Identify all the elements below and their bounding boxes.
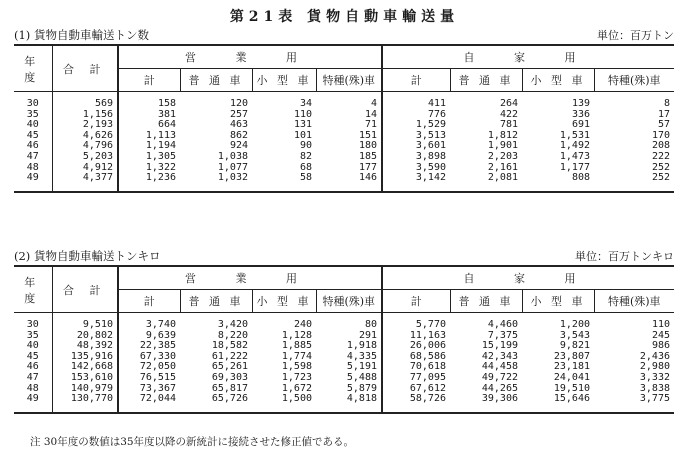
cell-p_total: 26,006 [382, 341, 450, 352]
cell-c_total: 73,367 [118, 384, 180, 395]
cell-c_small: 131 [293, 119, 312, 131]
cell-total: 140,979 [52, 384, 118, 395]
cell-c_small: 1,723 [281, 371, 312, 383]
cell-c_spec: 177 [358, 161, 377, 173]
col-private-small: 小 型 車 [522, 290, 594, 313]
cell-p_spec: 3,838 [639, 382, 670, 394]
cell-year: 46 [26, 140, 39, 152]
cell-p_ord: 4,460 [487, 319, 518, 330]
section1-table [14, 44, 674, 193]
col-commercial-ordinary: 普 通 車 [180, 290, 252, 313]
cell-p_spec: 8 [663, 98, 670, 109]
section1-header [14, 27, 674, 43]
cell-p_small: 1,200 [559, 319, 590, 330]
cell-p_small: 3,543 [559, 329, 590, 341]
cell-p_spec: 17 [657, 108, 670, 120]
cell-c_total: 664 [118, 120, 180, 131]
col-private-special: 特種(殊)車 [594, 69, 674, 92]
cell-c_small: 1,672 [281, 382, 312, 394]
cell-c_ord: 65,261 [211, 361, 248, 373]
cell-c_ord: 924 [229, 140, 248, 152]
cell-year: 48 [26, 161, 39, 173]
cell-p_small: 1,473 [559, 150, 590, 162]
table-row [14, 320, 674, 331]
cell-c_ord: 120 [229, 98, 248, 109]
cell-c_ord: 3,420 [217, 319, 248, 330]
cell-p_ord: 44,265 [481, 382, 518, 394]
cell-year: 40 [26, 340, 39, 352]
cell-c_small: 90 [299, 140, 312, 152]
cell-c_spec: 4 [370, 98, 377, 109]
cell-c_total: 1,322 [118, 163, 180, 174]
cell-year: 49 [26, 172, 39, 184]
col-commercial-small: 小 型 車 [252, 290, 316, 313]
cell-p_total: 68,586 [382, 352, 450, 363]
cell-c_ord: 1,032 [217, 172, 248, 184]
section2-table [14, 265, 674, 414]
cell-p_small: 19,510 [553, 382, 590, 394]
cell-p_ord: 422 [499, 108, 518, 120]
cell-p_spec: 3,775 [639, 393, 670, 405]
cell-p_ord: 44,458 [481, 361, 518, 373]
cell-p_spec: 252 [651, 161, 670, 173]
cell-year: 48 [26, 382, 39, 394]
section1-unit: 単位：百万トン [597, 29, 674, 42]
cell-total: 135,916 [52, 352, 118, 363]
section2-unit: 単位：百万トンキロ [575, 250, 674, 263]
cell-p_total: 3,142 [382, 173, 450, 184]
cell-c_total: 1,236 [118, 173, 180, 184]
col-commercial-special: 特種(殊)車 [316, 290, 382, 313]
cell-p_small: 23,181 [553, 361, 590, 373]
cell-year: 49 [26, 393, 39, 405]
cell-p_spec: 252 [651, 172, 670, 184]
col-private-ordinary: 普 通 車 [450, 290, 522, 313]
cell-p_ord: 1,812 [487, 129, 518, 141]
cell-total: 4,626 [52, 131, 118, 142]
cell-c_ord: 65,726 [211, 393, 248, 405]
cell-p_spec: 110 [651, 319, 670, 330]
section2-label: (2) 貨物自動車輸送トンキロ [14, 249, 161, 263]
cell-c_spec: 71 [364, 119, 377, 131]
cell-c_spec: 291 [358, 329, 377, 341]
cell-p_spec: 170 [651, 129, 670, 141]
cell-c_total: 3,740 [118, 320, 180, 331]
cell-p_spec: 57 [657, 119, 670, 131]
cell-c_spec: 14 [364, 108, 377, 120]
cell-total: 130,770 [52, 394, 118, 405]
col-year: 年 度 [14, 45, 52, 92]
cell-p_total: 3,601 [382, 141, 450, 152]
cell-p_ord: 1,901 [487, 140, 518, 152]
cell-c_total: 381 [118, 110, 180, 121]
cell-c_small: 240 [293, 319, 312, 330]
cell-year: 35 [26, 329, 39, 341]
cell-c_total: 72,044 [118, 394, 180, 405]
col-private-total: 計 [382, 69, 450, 92]
cell-p_total: 3,513 [382, 131, 450, 142]
cell-p_ord: 15,199 [481, 340, 518, 352]
cell-total: 153,610 [52, 373, 118, 384]
cell-c_spec: 5,191 [346, 361, 377, 373]
cell-c_ord: 1,038 [217, 150, 248, 162]
cell-c_small: 1,128 [281, 329, 312, 341]
col-total: 合 計 [52, 266, 118, 313]
cell-p_total: 77,095 [382, 373, 450, 384]
col-private-special: 特種(殊)車 [594, 290, 674, 313]
col-private-small: 小 型 車 [522, 69, 594, 92]
cell-year: 35 [26, 108, 39, 120]
cell-total: 4,912 [52, 163, 118, 174]
cell-c_small: 82 [299, 150, 312, 162]
cell-p_spec: 2,980 [639, 361, 670, 373]
cell-c_spec: 4,335 [346, 350, 377, 362]
cell-p_ord: 2,203 [487, 150, 518, 162]
col-commercial-special: 特種(殊)車 [316, 69, 382, 92]
cell-p_small: 1,177 [559, 161, 590, 173]
table-row [14, 99, 674, 110]
cell-total: 2,193 [52, 120, 118, 131]
cell-p_total: 67,612 [382, 384, 450, 395]
cell-total: 48,392 [52, 341, 118, 352]
cell-total: 4,796 [52, 141, 118, 152]
cell-total: 142,668 [52, 362, 118, 373]
table-row [14, 173, 674, 184]
cell-p_total: 70,618 [382, 362, 450, 373]
col-commercial: 営 業 用 [118, 266, 382, 290]
cell-year: 47 [26, 150, 39, 162]
table-row [14, 152, 674, 163]
cell-c_spec: 185 [358, 150, 377, 162]
page-title: 第21表 貨物自動車輸送量 [229, 9, 460, 25]
cell-c_small: 101 [293, 129, 312, 141]
cell-c_spec: 4,818 [346, 393, 377, 405]
cell-c_small: 110 [293, 108, 312, 120]
cell-c_small: 68 [299, 161, 312, 173]
cell-p_small: 24,041 [553, 371, 590, 383]
cell-p_ord: 2,081 [487, 172, 518, 184]
cell-c_small: 58 [299, 172, 312, 184]
cell-total: 569 [52, 99, 118, 110]
cell-c_spec: 5,879 [346, 382, 377, 394]
cell-p_small: 808 [571, 172, 590, 184]
cell-p_ord: 49,722 [481, 371, 518, 383]
cell-p_small: 139 [571, 98, 590, 109]
cell-p_small: 23,807 [553, 350, 590, 362]
col-private-ordinary: 普 通 車 [450, 69, 522, 92]
cell-total: 4,377 [52, 173, 118, 184]
cell-p_spec: 208 [651, 140, 670, 152]
cell-c_spec: 80 [364, 319, 377, 330]
cell-p_total: 776 [382, 110, 450, 121]
cell-c_total: 67,330 [118, 352, 180, 363]
cell-c_total: 76,515 [118, 373, 180, 384]
cell-p_spec: 986 [651, 340, 670, 352]
col-private-total: 計 [382, 290, 450, 313]
cell-year: 40 [26, 119, 39, 131]
cell-year: 45 [26, 129, 39, 141]
cell-c_spec: 1,918 [346, 340, 377, 352]
cell-c_ord: 69,303 [211, 371, 248, 383]
col-private: 自 家 用 [382, 45, 674, 69]
cell-p_ord: 42,343 [481, 350, 518, 362]
cell-year: 47 [26, 371, 39, 383]
cell-c_spec: 151 [358, 129, 377, 141]
section2-header [14, 248, 674, 264]
cell-c_ord: 8,220 [217, 329, 248, 341]
section1-body [14, 92, 674, 192]
cell-p_ord: 264 [499, 98, 518, 109]
cell-c_total: 1,113 [118, 131, 180, 142]
cell-p_total: 3,590 [382, 163, 450, 174]
cell-p_total: 1,529 [382, 120, 450, 131]
cell-p_spec: 222 [651, 150, 670, 162]
section1-label: (1) 貨物自動車輸送トン数 [14, 28, 149, 42]
cell-p_ord: 39,306 [481, 393, 518, 405]
cell-c_ord: 61,222 [211, 350, 248, 362]
cell-c_total: 9,639 [118, 331, 180, 342]
cell-p_ord: 2,161 [487, 161, 518, 173]
col-private: 自 家 用 [382, 266, 674, 290]
cell-p_total: 411 [382, 99, 450, 110]
cell-c_total: 158 [118, 99, 180, 110]
cell-year: 30 [26, 319, 39, 330]
cell-p_small: 9,821 [559, 340, 590, 352]
cell-total: 1,156 [52, 110, 118, 121]
col-year: 年 度 [14, 266, 52, 313]
cell-c_small: 34 [299, 98, 312, 109]
cell-p_small: 336 [571, 108, 590, 120]
cell-year: 30 [26, 98, 39, 109]
cell-year: 45 [26, 350, 39, 362]
cell-c_small: 1,885 [281, 340, 312, 352]
cell-total: 9,510 [52, 320, 118, 331]
cell-p_ord: 781 [499, 119, 518, 131]
cell-c_spec: 180 [358, 140, 377, 152]
cell-c_ord: 65,817 [211, 382, 248, 394]
cell-c_total: 72,050 [118, 362, 180, 373]
cell-p_spec: 245 [651, 329, 670, 341]
cell-p_spec: 3,332 [639, 371, 670, 383]
cell-c_ord: 1,077 [217, 161, 248, 173]
cell-c_ord: 257 [229, 108, 248, 120]
cell-p_small: 1,492 [559, 140, 590, 152]
col-commercial: 営 業 用 [118, 45, 382, 69]
cell-c_ord: 862 [229, 129, 248, 141]
footnote: 注 30年度の数値は35年度以降の新統計に接続させた修正値である。 [30, 436, 355, 448]
cell-year: 46 [26, 361, 39, 373]
cell-p_spec: 2,436 [639, 350, 670, 362]
table-row [14, 394, 674, 405]
col-commercial-small: 小 型 車 [252, 69, 316, 92]
col-commercial-total: 計 [118, 290, 180, 313]
col-commercial-ordinary: 普 通 車 [180, 69, 252, 92]
cell-c_total: 22,385 [118, 341, 180, 352]
cell-total: 5,203 [52, 152, 118, 163]
cell-c_spec: 5,488 [346, 371, 377, 383]
col-commercial-total: 計 [118, 69, 180, 92]
cell-p_total: 58,726 [382, 394, 450, 405]
cell-p_total: 11,163 [382, 331, 450, 342]
cell-p_small: 15,646 [553, 393, 590, 405]
cell-p_small: 1,531 [559, 129, 590, 141]
cell-c_spec: 146 [358, 172, 377, 184]
cell-c_ord: 18,582 [211, 340, 248, 352]
cell-p_total: 5,770 [382, 320, 450, 331]
cell-c_small: 1,598 [281, 361, 312, 373]
cell-c_small: 1,774 [281, 350, 312, 362]
cell-p_ord: 7,375 [487, 329, 518, 341]
col-total: 合 計 [52, 45, 118, 92]
cell-total: 20,802 [52, 331, 118, 342]
cell-p_small: 691 [571, 119, 590, 131]
cell-c_small: 1,500 [281, 393, 312, 405]
cell-c_ord: 463 [229, 119, 248, 131]
cell-c_total: 1,305 [118, 152, 180, 163]
section2-body [14, 313, 674, 413]
cell-p_total: 3,898 [382, 152, 450, 163]
table-row [14, 373, 674, 384]
cell-c_total: 1,194 [118, 141, 180, 152]
